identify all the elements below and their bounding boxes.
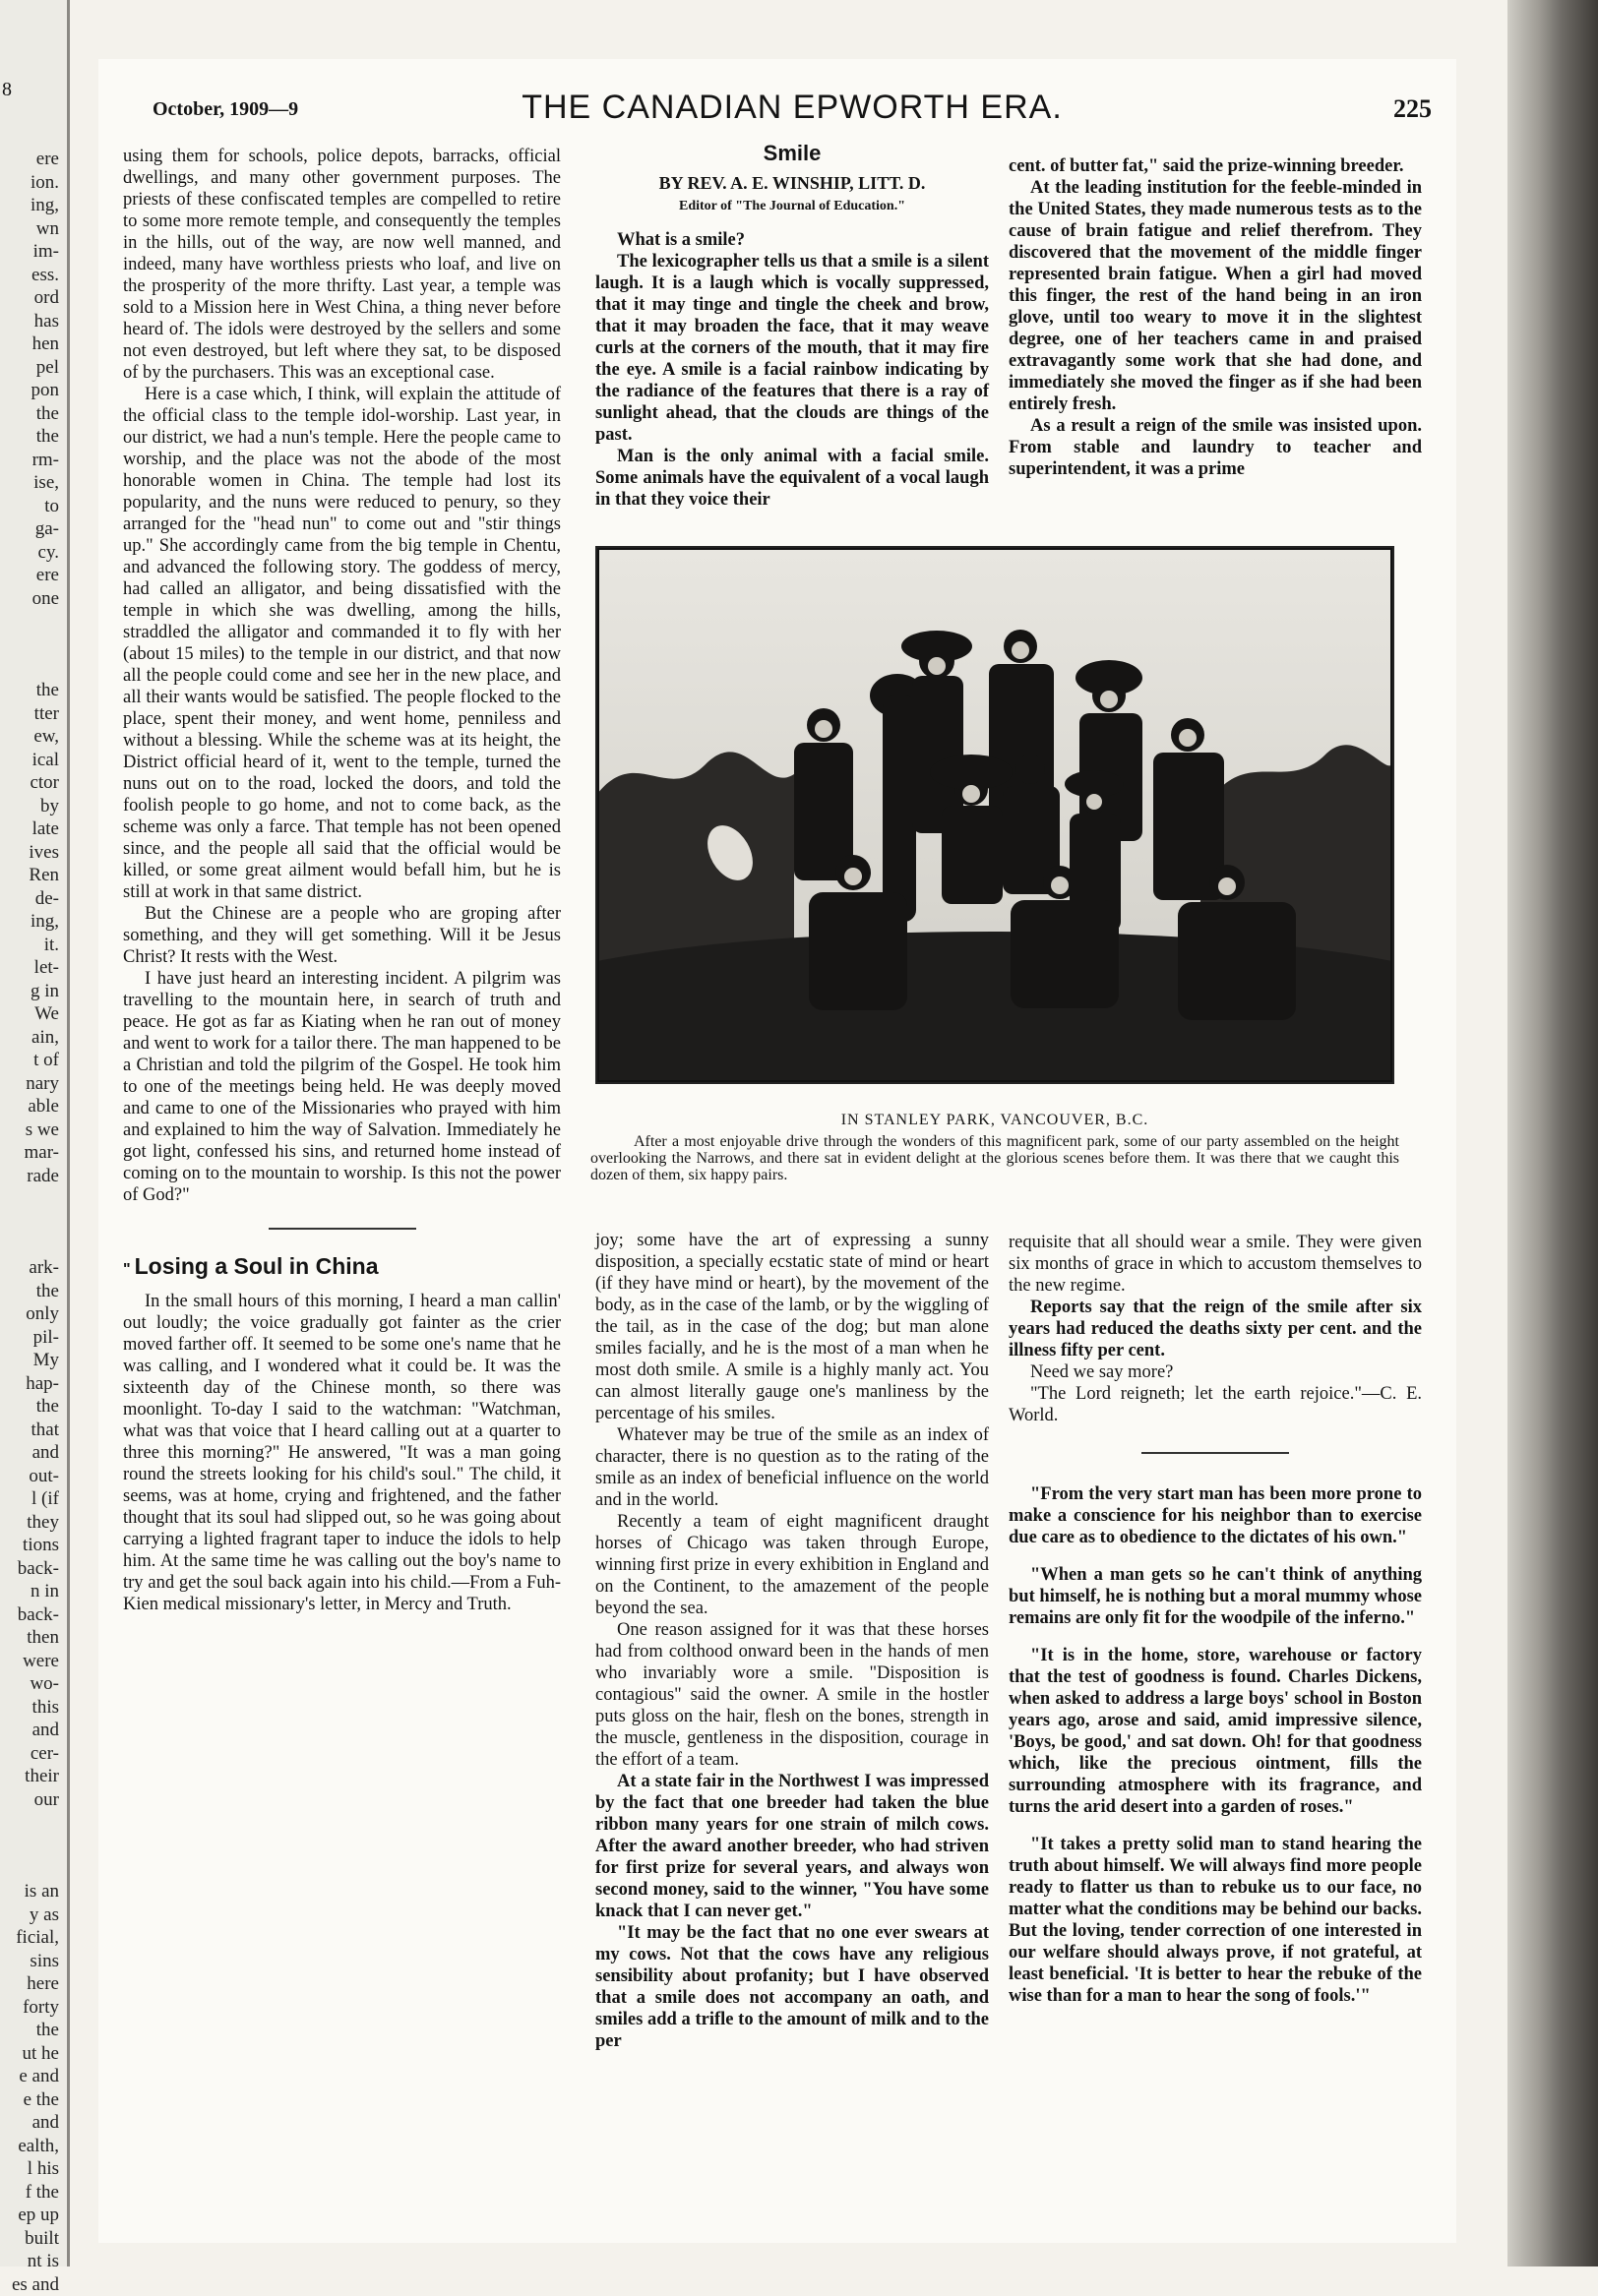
group-photo — [595, 546, 1394, 1084]
section-divider — [1141, 1452, 1289, 1454]
editor-note: Editor of "The Journal of Education." — [595, 196, 989, 217]
margin-fragment: here — [0, 1972, 59, 1996]
column-1 — [123, 146, 561, 1615]
margin-fragment: pel — [0, 356, 59, 380]
margin-fragment: let- — [0, 956, 59, 980]
margin-fragment: the — [0, 425, 59, 449]
margin-fragment: wn — [0, 217, 59, 241]
margin-fragment: is an — [0, 1880, 59, 1903]
margin-fragment: they — [0, 1511, 59, 1535]
margin-fragment: y as — [0, 1903, 59, 1927]
column-2-bottom — [595, 1230, 989, 2052]
paragraph: cent. of butter fat," said the prize-winning breeder. — [1009, 155, 1422, 177]
margin-fragment: the — [0, 2019, 59, 2042]
margin-fragment: back- — [0, 1557, 59, 1581]
margin-fragment: nt is — [0, 2250, 59, 2273]
margin-fragment: hen — [0, 332, 59, 356]
margin-fragment: late — [0, 817, 59, 841]
margin-fragment: ga- — [0, 517, 59, 541]
margin-fragment: e the — [0, 2088, 59, 2112]
column-2-top — [595, 143, 989, 511]
margin-fragment: mar- — [0, 1141, 59, 1165]
margin-fragment: ficial, — [0, 1926, 59, 1950]
margin-fragment: ing, — [0, 194, 59, 217]
margin-fragment: ain, — [0, 1026, 59, 1050]
margin-fragment: and — [0, 1441, 59, 1465]
margin-fragment: e and — [0, 2065, 59, 2088]
margin-fragment: n in — [0, 1580, 59, 1603]
margin-fragment: My — [0, 1349, 59, 1372]
paragraph: I have just heard an interesting incident. A pilgrim was travelling to the mountain here, in search of truth and peace. He got as far as Kiating when he ran out of money and went to work for a tailor there. The man happened to be a Christian and told the pilgrim of the Gospel. He took him to one of the meetings being held. He was deeply moved and came to one of the Missionaries who prayed with him and explained to him the way of Salvation. Immediately he got light, confessed his sins, and returned home instead of coming on to the mountain to worship. Is this not the power of God?" — [123, 968, 561, 1206]
margin-fragment: this — [0, 1696, 59, 1720]
margin-fragment: by — [0, 795, 59, 818]
article-title-losing-a-soul — [123, 1255, 561, 1281]
margin-fragment: only — [0, 1302, 59, 1326]
quote: "It is in the home, store, warehouse or factory that the test of goodness is found. Charles Dickens, when asked to address a large boys' school in Boston years ago, arose and said, amid impressive silence, 'Boys, be good,' and sat down. Oh! for that goodness which, like the precious ointment, fills the surrounding atmosphere with its fragrance, and turns the arid desert into a garden of roses." — [1009, 1645, 1422, 1818]
masthead-title: THE CANADIAN EPWORTH ERA. — [153, 89, 1432, 127]
book-binding-right — [1507, 0, 1598, 2266]
photo-caption-heading: IN STANLEY PARK, VANCOUVER, B.C. — [595, 1112, 1394, 1129]
margin-fragment: tter — [0, 702, 59, 726]
paragraph: "The Lord reigneth; let the earth rejoice."—C. E. World. — [1009, 1383, 1422, 1426]
margin-fragment: ere — [0, 148, 59, 171]
margin-fragment: forty — [0, 1996, 59, 2020]
margin-fragment: ical — [0, 749, 59, 772]
margin-fragment: t of — [0, 1049, 59, 1072]
paragraph: At the leading institution for the feeble-minded in the United States, they made numerous tests as to the cause of brain fatigue and relief therefrom. They discovered that the movement of the middle finger represented brain fatigue. When a girl had moved this finger, the rest of the hand being in an iron glove, until too weary to move it in the slightest degree, one of her teachers came in and praised extravagantly some work that she had done, and immediately she moved the finger as if she had been entirely fresh. — [1009, 177, 1422, 415]
margin-fragment: l his — [0, 2157, 59, 2181]
margin-fragment: able — [0, 1095, 59, 1118]
margin-fragment: and — [0, 1719, 59, 1742]
margin-fragment: nary — [0, 1072, 59, 1096]
margin-fragment: to — [0, 495, 59, 518]
margin-fragment: s we — [0, 1118, 59, 1142]
margin-fragment: Ren — [0, 864, 59, 887]
margin-gap — [0, 1811, 59, 1880]
margin-fragment: ctor — [0, 771, 59, 795]
margin-fragment: the — [0, 402, 59, 426]
paragraph: requisite that all should wear a smile. They were given six months of grace in which to accustom themselves to the new regime. — [1009, 1232, 1422, 1297]
paragraph: The lexicographer tells us that a smile is a silent laugh. It is a laugh which is vocally suppressed, that it may tinge and tingle the cheek and brow, that it may broaden the face, that it may weave curls at the corners of the mouth, that it may fire the eye. A smile is a facial rainbow indicating by the radiance of the features that there is a ray of sunlight ahead, that the clouds are things of the past. — [595, 251, 989, 446]
quote: "When a man gets so he can't think of anything but himself, he is nothing but a moral mummy whose remains are only fit for the woodpile of the inferno." — [1009, 1564, 1422, 1629]
margin-fragment: the — [0, 1280, 59, 1303]
margin-fragment: ew, — [0, 725, 59, 749]
margin-fragment: and — [0, 2111, 59, 2135]
paragraph: Here is a case which, I think, will explain the attitude of the official class to the temple idol-worship. Last year, in our district, we had a nun's temple. Here the people came to worship, and the place was not the abode of the most honorable women in China. The temple had lost its popularity, and the nuns were reduced to penury, so they arranged for the "head nun" to come out and "stir things up." She accordingly came from the big temple in Chentu, and advanced the following story. The goddess of mercy, had called an alligator, and being dissatisfied with the temple in which she was dwelling, among the hills, straddled the alligator and commanded it to fly with her (about 15 miles) to the temple in our district, and that now all the people could come and see her in the new place, and all their wants would be satisfied. The people flocked to the place, spent their money, and went home, penniless and without a blessing. While the scheme was at its height, the District official heard of it, went to the temple, turned the nuns out on to the road, locked the doors, and told the foolish people to go home, and not to come back, as the scheme was only a farce. That temple has not been opened since, and the people all said that the official would be killed, or some great ailment would befall him, but he is still at work in that same district. — [123, 384, 561, 903]
margin-fragment: sins — [0, 1950, 59, 1973]
article-title-smile: Smile — [595, 143, 989, 164]
margin-fragment: rm- — [0, 449, 59, 472]
margin-fragment: es and — [0, 2273, 59, 2296]
margin-fragment: pon — [0, 379, 59, 402]
margin-fragment: ord — [0, 286, 59, 310]
margin-fragment: the — [0, 1395, 59, 1419]
photo-caption-text: After a most enjoyable drive through the wonders of this magnificent park, some of our party assembled on the height overlooking the Narrows, and there sat in evident delight at the glorious scenes before them. It was there that we caught this dozen of them, six happy pairs. — [590, 1133, 1399, 1183]
paragraph: Man is the only animal with a facial smile. Some animals have the equivalent of a vocal laugh in that they voice their — [595, 446, 989, 511]
margin-fragment: We — [0, 1002, 59, 1026]
margin-fragment: ing, — [0, 910, 59, 934]
page-number: 225 — [1393, 94, 1432, 124]
margin-fragment: ise, — [0, 471, 59, 495]
margin-fragment: back- — [0, 1603, 59, 1627]
margin-fragment: l (if — [0, 1487, 59, 1511]
margin-fragment: tions — [0, 1534, 59, 1557]
margin-fragment: ives — [0, 841, 59, 865]
paragraph: Reports say that the reign of the smile after six years had reduced the deaths sixty per cent. and the illness fifty per cent. — [1009, 1297, 1422, 1361]
margin-fragment: our — [0, 1788, 59, 1812]
margin-fragment: the — [0, 679, 59, 702]
paragraph: What is a smile? — [595, 229, 989, 251]
margin-fragment: de- — [0, 887, 59, 911]
paragraph: In the small hours of this morning, I heard a man callin' out loudly; the voice gradually got fainter as the crier moved farther off. It seemed to be some one's name that he was calling, and I wondered what it could be. It was the sixteenth day of the Chinese month, so there was moonlight. To-day I said to the watchman: "Watchman, what was that voice that I heard calling out at a quarter to three this morning?" He answered, "It was a man going round the streets looking for his child's soul." The child, it seems, was at home, crying and frightened, and the father thought that its soul had slipped out, so he was going about carrying a lighted fragrant taper to induce the idols to help him. At the same time he was calling out the boy's name to try and get the soul back again into his child.—From a Fuh-Kien medical missionary's letter, in Mercy and Truth. — [123, 1291, 561, 1615]
margin-fragment: g in — [0, 980, 59, 1003]
margin-fragment: f the — [0, 2181, 59, 2205]
margin-gap — [0, 610, 59, 679]
margin-fragment: their — [0, 1765, 59, 1788]
paragraph: using them for schools, police depots, barracks, official dwellings, and many other government purposes. The priests of these confiscated temples are compelled to retire to some more remote temple, and consequently the temples in the hills, out of the way, are now well manned, and indeed, many have worthless priests who loaf, and live on the prosperity of the more thrifty. Last year, a temple was sold to a Mission here in West China, a thing never before heard of. The idols were destroyed by the sellers and some not even destroyed, but left where they sat, to be disposed of by the purchasers. This was an exceptional case. — [123, 146, 561, 384]
margin-fragment: cer- — [0, 1742, 59, 1766]
margin-fragment: rade — [0, 1165, 59, 1188]
section-divider — [269, 1228, 416, 1230]
paragraph: joy; some have the art of expressing a sunny disposition, a specially ecstatic state of mind or heart (if they have mind or heart), by the movement of the body, as in the case of the lamb, or by the wiggling of the tail, as in the case of the dog; but man alone smiles facially, and he is the most of a man when he most doth smile. A smile is a highly manly act. You can almost literally gauge one's manliness by the percentage of his smiles. — [595, 1230, 989, 1424]
previous-page-number: 8 — [2, 79, 12, 101]
margin-fragment: ark- — [0, 1256, 59, 1280]
column-3-top — [1009, 155, 1422, 480]
title-ornament: " — [123, 1261, 131, 1278]
paragraph: Recently a team of eight magnificent draught horses of Chicago was taken through Europe, winning first prize in every exhibition in England and on the Continent, to the amazement of the people beyond the sea. — [595, 1511, 989, 1619]
paragraph: But the Chinese are a people who are groping after something, and they will get something. Will it be Jesus Christ? It rests with the West. — [123, 903, 561, 968]
paragraph: One reason assigned for it was that these horses had from colthood onward been in the hands of men who invariably wore a smile. "Disposition is contagious" said the owner. A smile in the hostler puts gloss on the hair, flesh on the bones, strength in the muscle, gentleness in the disposition, courage in the effort of a team. — [595, 1619, 989, 1771]
margin-fragment: wo- — [0, 1672, 59, 1696]
quote: "From the very start man has been more prone to make a conscience for his neighbor than to exercise due care as to obedience to the dictates of his own." — [1009, 1483, 1422, 1548]
margin-fragment: has — [0, 310, 59, 333]
margin-fragment: pil- — [0, 1326, 59, 1350]
margin-fragment: ealth, — [0, 2135, 59, 2158]
newspaper-page — [98, 59, 1456, 2243]
margin-fragment: ut he — [0, 2042, 59, 2066]
page-header — [153, 89, 1432, 138]
margin-fragment: out- — [0, 1465, 59, 1488]
margin-gap — [0, 1187, 59, 1256]
margin-fragment: one — [0, 587, 59, 611]
byline: BY REV. A. E. WINSHIP, LITT. D. — [595, 172, 989, 194]
paragraph: As a result a reign of the smile was insisted upon. From stable and laundry to teacher and superintendent, it was a prime — [1009, 415, 1422, 480]
margin-fragment: that — [0, 1419, 59, 1442]
title-text: Losing a Soul in China — [135, 1253, 379, 1279]
paragraph: "It may be the fact that no one ever swears at my cows. Not that the cows have any religious sensibility about profanity; but I have observed that a smile does not accompany an oath, and smiles add a trifle to the amount of milk and to the per — [595, 1922, 989, 2052]
margin-fragment: ion. — [0, 171, 59, 195]
margin-fragment: built — [0, 2227, 59, 2251]
quote: "It takes a pretty solid man to stand hearing the truth about himself. We will always find more people ready to flatter us than to rebuke us to our face, no matter what the conditions may be behind our backs. But the loving, tender correction of one interested in our welfare should always prove, if not grateful, at least beneficial. 'It is better to hear the rebuke of the wise than for a man to hear the song of fools.'" — [1009, 1834, 1422, 2007]
previous-page-text-fragments — [0, 148, 59, 2296]
margin-fragment: ep up — [0, 2204, 59, 2227]
margin-fragment: hap- — [0, 1372, 59, 1396]
margin-fragment: im- — [0, 240, 59, 264]
paragraph: Need we say more? — [1009, 1361, 1422, 1383]
margin-fragment: it. — [0, 934, 59, 957]
paragraph: At a state fair in the Northwest I was impressed by the fact that one breeder had taken the blue ribbon many years for one strain of milch cows. After the award another breeder, who had striven for first prize for several years, and always won second money, said to the winner, "You have some knack that I can never get." — [595, 1771, 989, 1922]
column-3-bottom — [1009, 1232, 1422, 2007]
paragraph: Whatever may be true of the smile as an index of character, there is no question as to the rating of the smile as an index of beneficial influence on the world and in the world. — [595, 1424, 989, 1511]
margin-fragment: cy. — [0, 541, 59, 565]
margin-fragment: ere — [0, 564, 59, 587]
issue-date: October, 1909—9 — [153, 98, 298, 121]
margin-fragment: ess. — [0, 264, 59, 287]
margin-fragment: were — [0, 1650, 59, 1673]
margin-fragment: then — [0, 1626, 59, 1650]
